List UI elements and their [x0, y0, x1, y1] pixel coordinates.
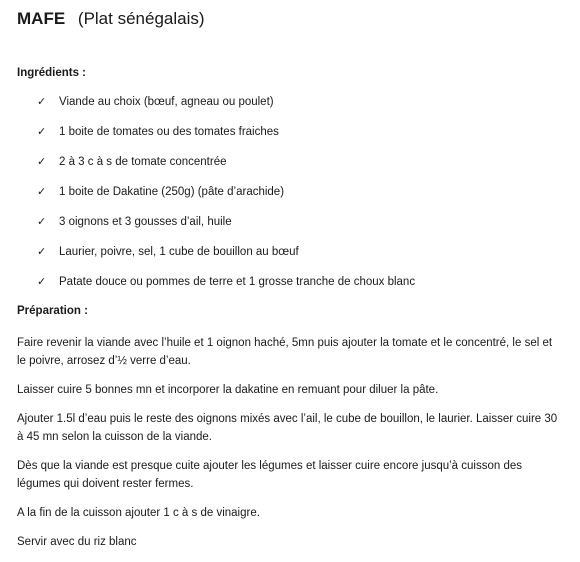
checkmark-icon: ✓	[37, 156, 47, 168]
ingredient-text: Laurier, poivre, sel, 1 cube de bouillon au bœuf	[59, 246, 299, 258]
preparation-paragraph: Servir avec du riz blanc	[17, 536, 137, 548]
ingredient-text: 1 boite de tomates ou des tomates fraiches	[59, 126, 279, 138]
preparation-heading: Préparation :	[17, 305, 88, 317]
ingredient-text: Patate douce ou pommes de terre et 1 grosse tranche de choux blanc	[59, 276, 416, 288]
ingredient-text: 3 oignons et 3 gousses d’ail, huile	[59, 216, 232, 228]
preparation-paragraph: Dès que la viande est presque cuite ajouter les légumes et laisser cuire encore jusqu’à cuisson des légumes qui doivent rester fermes.	[17, 460, 523, 490]
preparation-paragraph: Faire revenir la viande avec l’huile et 1 oignon haché, 5mn puis ajouter la tomate et le concentré, le sel et le poivre, arrosez d’½ verre d’eau.	[17, 337, 553, 367]
preparation-steps	[17, 334, 563, 562]
ingredient-text: Viande au choix (bœuf, agneau ou poulet)	[59, 96, 274, 108]
recipe-document	[17, 8, 565, 548]
checkmark-icon: ✓	[37, 186, 47, 198]
recipe-title-main: MAFE	[17, 9, 66, 28]
recipe-title-subtitle: (Plat sénégalais)	[77, 9, 205, 28]
preparation-paragraph: Ajouter 1.5l d’eau puis le reste des oignons mixés avec l’ail, le cube de bouillon, le laurier. Laisser cuire 30 à 45 mn selon la cuisson de la viande.	[17, 413, 558, 443]
ingredient-text: 2 à 3 c à s de tomate concentrée	[59, 156, 227, 168]
recipe-title	[17, 8, 565, 30]
ingredients-heading: Ingrédients :	[17, 67, 87, 79]
preparation-paragraph: Laisser cuire 5 bonnes mn et incorporer la dakatine en remuant pour diluer la pâte.	[17, 384, 439, 396]
preparation-paragraph: A la fin de la cuisson ajouter 1 c à s de vinaigre.	[17, 507, 260, 519]
checkmark-icon: ✓	[37, 246, 47, 258]
checkmark-icon: ✓	[37, 276, 47, 288]
ingredient-text: 1 boite de Dakatine (250g) (pâte d’arachide)	[59, 186, 285, 198]
checkmark-icon: ✓	[37, 126, 47, 138]
checkmark-icon: ✓	[37, 96, 47, 108]
checkmark-icon: ✓	[37, 216, 47, 228]
